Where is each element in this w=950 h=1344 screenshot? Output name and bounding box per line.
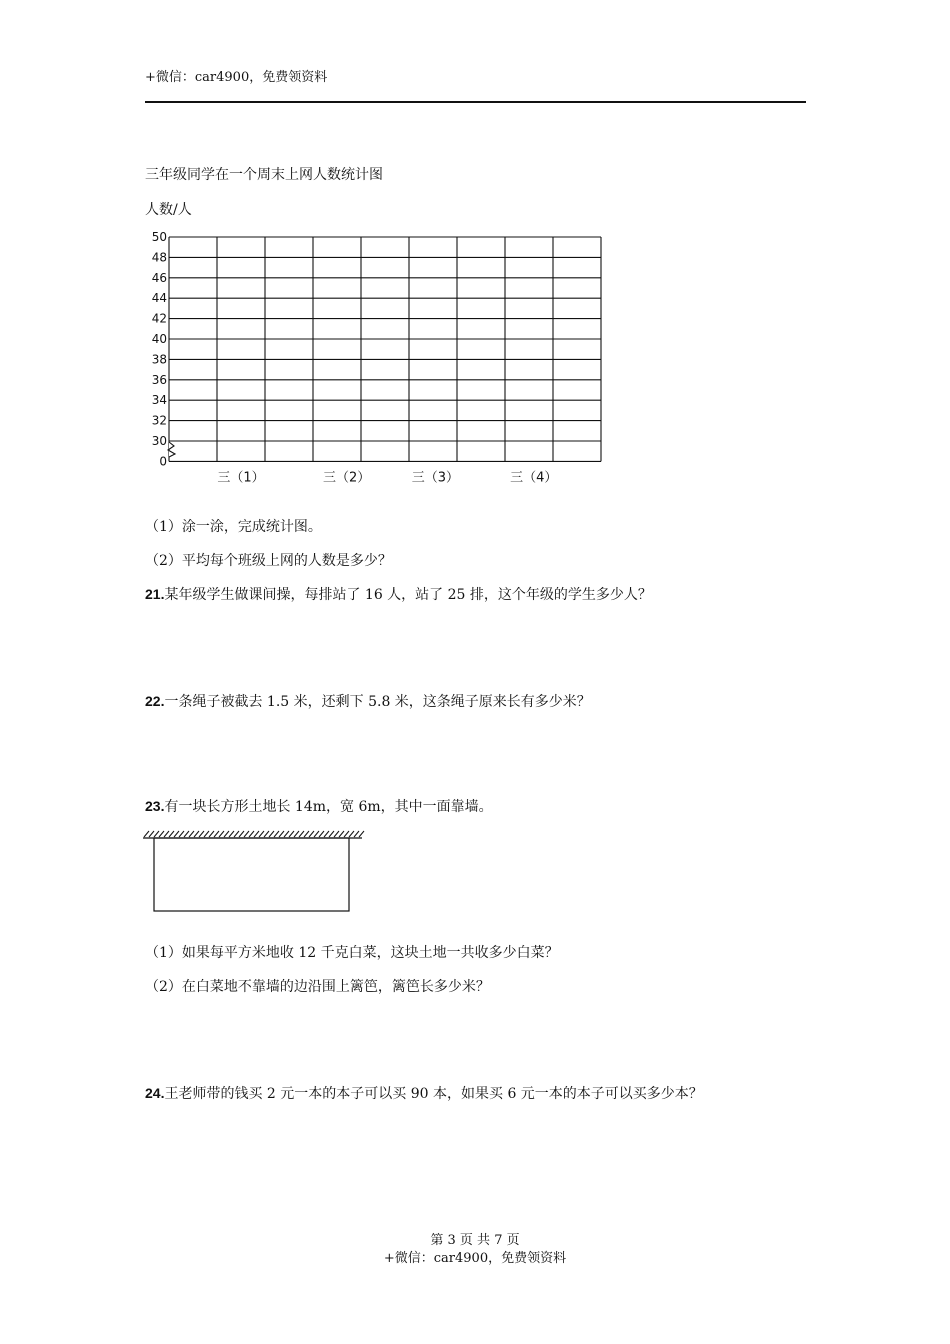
hatch-stroke [244, 831, 249, 837]
hatch-stroke [144, 831, 149, 837]
hatch-stroke [319, 831, 324, 837]
hatch-stroke [209, 831, 214, 837]
y-tick-label: 40 [151, 332, 167, 346]
hatch-stroke [224, 831, 229, 837]
y-tick-label: 30 [151, 434, 167, 448]
wall-hatching [144, 831, 364, 837]
y-tick-label: 34 [151, 393, 167, 408]
q23-number: 23. [145, 798, 165, 814]
hatch-stroke [359, 831, 364, 837]
hatch-stroke [264, 831, 269, 837]
hatch-stroke [169, 831, 174, 837]
q20-sub2: （2）平均每个班级上网的人数是多少？ [145, 553, 392, 569]
bar-chart [140, 225, 620, 495]
hatch-stroke [294, 831, 299, 837]
y-tick-label: 0 [159, 454, 167, 469]
hatch-stroke [339, 831, 344, 837]
q21-number: 21. [145, 586, 165, 602]
q23-text: 有一块长方形土地长 14m，宽 6m，其中一面靠墙。 [164, 799, 493, 815]
x-category-label: 三（1） [217, 470, 265, 486]
q24-number: 24. [145, 1085, 165, 1101]
footer-watermark: +微信：car4900，免费领资料 [383, 1251, 567, 1266]
q20-sub1: （1）涂一涂，完成统计图。 [145, 519, 322, 535]
hatch-stroke [174, 831, 179, 837]
y-tick-label: 46 [151, 270, 167, 285]
hatch-stroke [149, 831, 154, 837]
hatch-stroke [284, 831, 289, 837]
hatch-stroke [219, 831, 224, 837]
q22-text: 一条绳子被截去 1.5 米，还剩下 5.8 米，这条绳子原来长有多少米？ [164, 694, 591, 710]
hatch-stroke [164, 831, 169, 837]
hatch-stroke [334, 831, 339, 837]
header-watermark: +微信：car4900，免费领资料 [145, 70, 328, 85]
q23-sub2: （2）在白菜地不靠墙的边沿围上篱笆，篱笆长多少米？ [145, 979, 490, 995]
hatch-stroke [184, 831, 189, 837]
q23-sub1: （1）如果每平方米地收 12 千克白菜，这块土地一共收多少白菜？ [145, 945, 559, 961]
y-tick-label: 38 [151, 352, 167, 367]
page-number: 第 3 页 共 7 页 [430, 1233, 520, 1248]
q21-text: 某年级学生做课间操，每排站了 16 人，站了 25 排，这个年级的学生多少人？ [164, 587, 652, 603]
hatch-stroke [279, 831, 284, 837]
y-tick-label: 44 [151, 291, 167, 306]
hatch-stroke [299, 831, 304, 837]
question-21 [145, 584, 652, 604]
x-category-label: 三（3） [411, 470, 460, 486]
hatch-stroke [214, 831, 219, 837]
y-tick-label: 32 [151, 413, 167, 428]
hatch-stroke [309, 831, 314, 837]
header-rule [145, 101, 806, 103]
hatch-stroke [204, 831, 209, 837]
hatch-stroke [304, 831, 309, 837]
hatch-stroke [329, 831, 334, 837]
hatch-stroke [239, 831, 244, 837]
hatch-stroke [289, 831, 294, 837]
question-22 [145, 691, 591, 711]
hatch-stroke [254, 831, 259, 837]
q22-number: 22. [145, 693, 165, 709]
hatch-stroke [269, 831, 274, 837]
wall-field-diagram [140, 828, 370, 918]
hatch-stroke [274, 831, 279, 837]
y-tick-label: 48 [151, 250, 167, 265]
chart-y-unit-label: 人数/人 [145, 202, 192, 218]
x-category-label: 三（4） [510, 470, 558, 486]
hatch-stroke [154, 831, 159, 837]
chart-title: 三年级同学在一个周末上网人数统计图 [145, 167, 383, 183]
hatch-stroke [189, 831, 194, 837]
hatch-stroke [344, 831, 349, 837]
hatch-stroke [259, 831, 264, 837]
hatch-stroke [354, 831, 359, 837]
axis-break-icon [168, 442, 175, 457]
hatch-stroke [314, 831, 319, 837]
x-category-label: 三（2） [322, 470, 371, 486]
y-tick-label: 36 [151, 372, 167, 387]
hatch-stroke [349, 831, 354, 837]
y-tick-label: 50 [151, 230, 167, 244]
hatch-stroke [229, 831, 234, 837]
hatch-stroke [199, 831, 204, 837]
hatch-stroke [249, 831, 254, 837]
hatch-stroke [194, 831, 199, 837]
hatch-stroke [179, 831, 184, 837]
y-tick-label: 42 [151, 311, 167, 326]
hatch-stroke [324, 831, 329, 837]
question-23 [145, 796, 493, 816]
question-24 [145, 1083, 703, 1103]
hatch-stroke [159, 831, 164, 837]
field-rectangle [154, 838, 349, 911]
hatch-stroke [234, 831, 239, 837]
q24-text: 王老师带的钱买 2 元一本的本子可以买 90 本，如果买 6 元一本的本子可以买多少本？ [164, 1086, 703, 1102]
